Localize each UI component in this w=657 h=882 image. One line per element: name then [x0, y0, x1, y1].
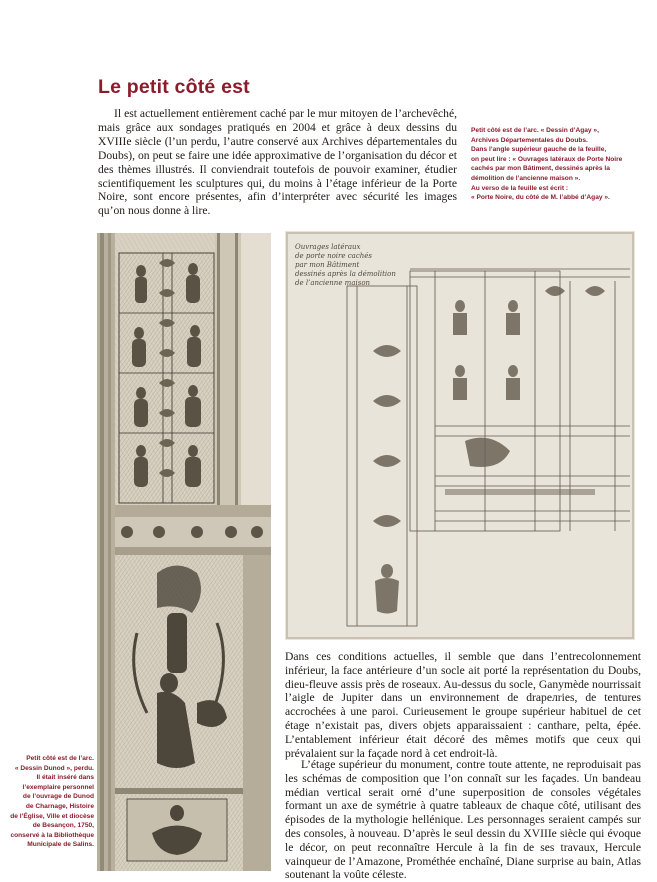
section-title: Le petit côté est [98, 76, 250, 98]
caption-line: démolition de l’ancienne maison ». [471, 174, 581, 182]
inscription-line: de porte noire cachés [295, 252, 373, 260]
caption-line: Il était inséré dans [36, 774, 94, 782]
caption-dessin-agay [471, 126, 637, 203]
caption-line: on peut lire : « Ouvrages latéraux de Porte Noire [471, 155, 623, 163]
inscription-line: dessinés après la démolition [295, 270, 396, 278]
caption-line: de l’Église, Ville et diocèse [10, 812, 94, 820]
inscription-line: Ouvrages latéraux [295, 243, 361, 251]
caption-line: cachés par mon Bâtiment, dessinés après la [471, 165, 610, 173]
caption-line: Petit côté est de l’arc. « Dessin d’Agay », [471, 127, 599, 134]
caption-line: « Dessin Dunod », perdu. [14, 764, 94, 772]
caption-line: de Besançon, 1750, [32, 822, 94, 830]
caption-line: conservé à la Bibliothèque [10, 831, 94, 839]
caption-line: Au verso de la feuille est écrit : [471, 184, 569, 192]
caption-line: Petit côté est de l’arc. [26, 755, 94, 762]
caption-line: de l’ouvrage de Dunod [22, 793, 94, 801]
caption-line: « Porte Noire, du côté de M. l’abbé d’Agay ». [471, 194, 610, 202]
engraving-artwork [97, 233, 271, 871]
dessin-agay-drawing [285, 231, 635, 640]
body-paragraph-3: L’étage supérieur du monument, contre toute attente, ne reproduisait pas les schémas de composition que l’on connaît sur les façades. Un bandeau médian vertical serait orné d’une superposition de consoles végétales formant un axe de symétrie à quatre tableaux de chaque côté, utilisant des épisodes de la mythologie hellénique. Les personnages seraient campés sur des consoles, à nouveau. D’après le seul dessin du XVIIIe siècle qui évoque le décor, on peut reconnaître Hercule à la fin de ses travaux, Hercule vainqueur de l’Amazone, Prométhée enchaîné, Diane surprise au bain, Atlas soutenant la voûte céleste. [285, 758, 641, 882]
caption-dessin-dunod [2, 754, 94, 850]
caption-line: Municipale de Salins. [27, 841, 94, 849]
body-paragraph-2: Dans ces conditions actuelles, il semble que dans l’entrecolonnement inférieur, la face antérieure d’un socle ait porté la représentation du Doubs, dieu-fleuve assis près de roseaux. Au-dessus du socle, Ganymède nourrissait l’aigle de Jupiter dans un environnement de drapeлries, de tentures accrochées à une paroi. Curieusement le groupe supérieur habituel de cet étage n’existait pas, divers objets apparaissaient : canthare, pelta, épée. L’entablement inférieur était décoré des mêmes motifs que ceux qui prévalaient sur la façade nord à cet endroit-là. [285, 650, 641, 760]
inscription-line: de l’ancienne maison [295, 279, 371, 287]
caption-line: l’exemplaire personnel [22, 783, 94, 791]
intro-paragraph: Il est actuellement entièrement caché par le mur mitoyen de l’archevêché, mais grâce aux sondages pratiqués en 2004 et grâce à deux dessins du XVIIIe siècle (l’un perdu, l’autre conservé aux Archives départementales du Doubs), on peut se faire une idée approximative de l’organisation du décor et des thèmes illustrés. Il conviendrait toutefois de pouvoir examiner, étudier scientifiquement les sculptures qui, du moins à l’étage inférieur de la Porte Noire, sont encore présentes, afin d’interpréter avec sécurité les images qu’on nous donne à lire. [98, 107, 457, 218]
inscription-line: par mon Bâtiment [295, 261, 360, 269]
drawing-artwork [285, 231, 635, 640]
caption-line: Archives Départementales du Doubs. [471, 136, 588, 144]
caption-line: de Charnage, Histoire [25, 802, 94, 810]
dessin-dunod-engraving [97, 233, 271, 871]
caption-line: Dans l’angle supérieur gauche de la feuille, [471, 146, 607, 154]
